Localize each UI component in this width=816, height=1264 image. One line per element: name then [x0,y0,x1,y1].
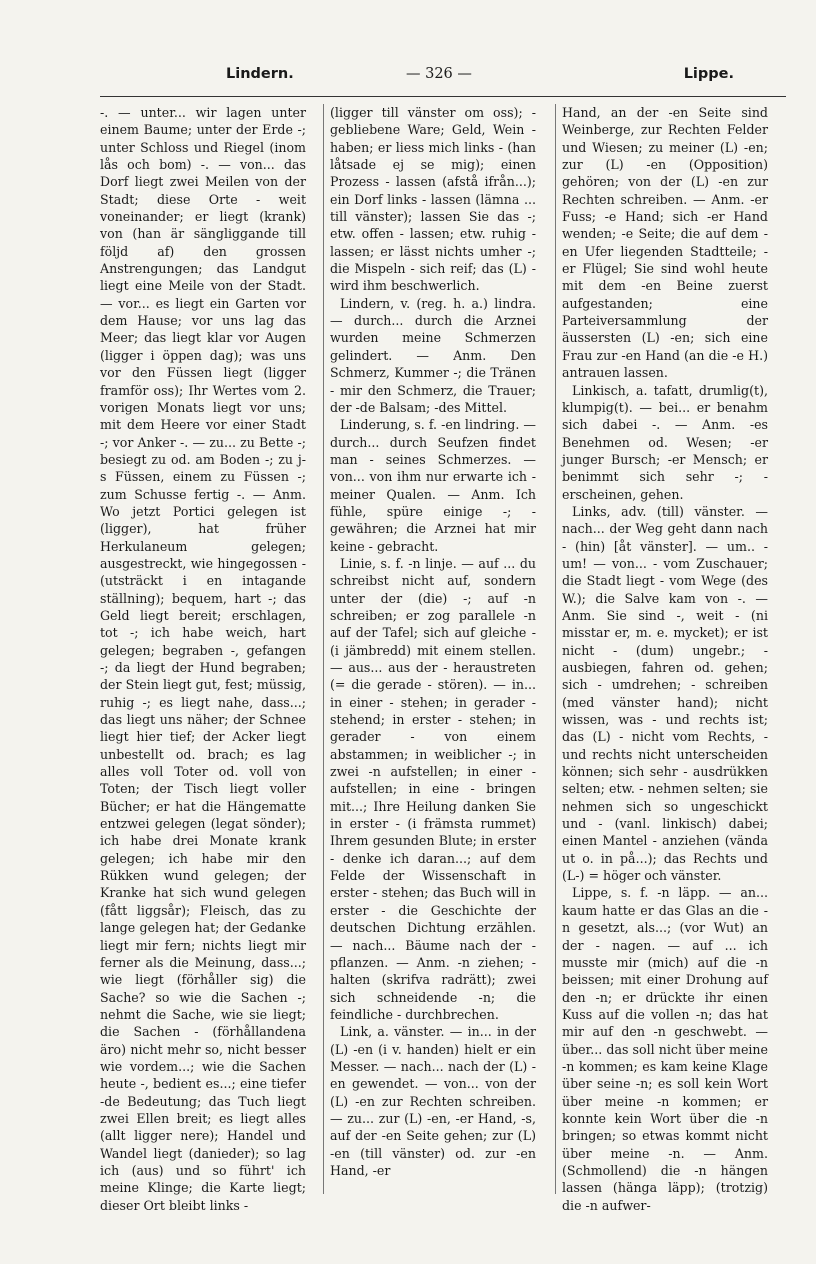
header-rule [100,96,786,97]
entry-linkisch: Linkisch, a. tafatt, drumlig(t), klumpig(t). — bei... er benahm sich dabei -. — Anm. -es Benehmen od. Wesen; -er junger Bursch; -er Mensch; er benimmt sich sehr -; - erscheinen, gehen. [562,382,768,502]
column-separator-2 [555,104,556,1194]
column-3 [562,104,768,1214]
column-3-paragraph-1: Hand, an der -en Seite sind Weinberge, zur Rechten Felder und Wiesen; zu meiner (L) -en; zur (L) -en (Opposition) gehören; von der (L) -en zur Rechten schreiben. — Anm. -er Fuss; -e Hand; sich -er Hand wenden; -e Seite; die auf dem -en Ufer liegenden Stadtteile; -er Flügel; Sie sind wohl heute mit dem -en Beine zuerst aufgestanden; eine Parteiversammlung der äussersten (L) -en; sich eine Frau zur -en Hand (an die -e H.) antrauen lassen. [562,105,768,381]
column-2 [330,104,536,1179]
page-header [100,62,786,90]
column-1-paragraph-1: -. — unter... wir lagen unter einem Baume; unter der Erde -; unter Schloss und Riegel (inom lås och bom) -. — von... das Dorf liegt zwei Meilen von der Stadt; diese Orte - weit voneinander; er liegt (krank) von (han är sängliggande till följd af) den grossen Anstrengungen; das Landgut liegt eine Meile von der Stadt. — vor... es liegt ein Garten vor dem Hause; vor uns lag das Meer; das liegt klar vor Augen (ligger i öppen dag); was uns vor den Füssen liegt (ligger framför oss); Ihr Wertes vom 2. vorigen Monats liegt vor uns; mit dem Heere vor einer Stadt -; vor Anker -. — zu... zu Bette -; besiegt zu od. am Boden -; zu j-s Füssen, einem zu Füssen -; zum Schusse fertig -. — Anm. Wo jetzt Portici gelegen ist (ligger), hat früher Herkulaneum gelegen; ausgestreckt, wie hingegossen - (utsträckt i en intagande ställning); bequem, hart -; das Geld liegt bereit; erschlagen, tot -; ich habe weich, hart gelegen; begraben -, gefangen -; da liegt der Hund begraben; der Stein liegt gut, fest; müssig, ruhig -; es liegt nahe, dass...; das liegt uns näher; der Schnee liegt hier tief; der Acker liegt unbestellt od. brach; es lag alles voll Toter od. voll von Toten; der Tisch liegt voller Bücher; er hat die Hängematte entzwei gelegen (legat sönder); ich habe drei Monate krank gelegen; ich habe mir den Rükken wund gelegen; der Kranke hat sich wund gelegen (fått liggsår); Fleisch, das zu lange gelegen hat; der Gedanke liegt mir fern; nichts liegt mir ferner als die Meinung, dass...; wie liegt (förhåller sig) die Sache? so wie die Sachen -; nehmt die Sache, wie sie liegt; die Sachen - (förhållandena äro) nicht mehr so, nicht besser wie vordem...; wie die Sachen heute -, bedient es...; eine tiefer -de Bedeutung; das Tuch liegt zwei Ellen breit; es liegt alles (allt ligger nere); Handel und Wandel liegt (danieder); so lag ich (aus) und so führt' ich meine Klinge; die Karte liegt; dieser Ort bleibt links - [100,105,306,1213]
entry-links: Links, adv. (till) vänster. — nach... der Weg geht dann nach - (hin) [åt vänster]. — um.. - um! — von... - vom Zuschauer; die Stadt liegt - vom Wege (des W.); die Salve kam von -. — Anm. Sie sind -, weit - (ni misstar er, m. e. mycket); er ist nicht - (dum) ungebr.; - ausbiegen, fahren od. gehen; sich - umdrehen; - schreiben (med vänster hand); nicht wissen, was - und rechts ist; das (L) - nicht vom Rechts, - und rechts nicht unterscheiden können; sich sehr - ausdrükken selten; etw. - nehmen selten; sie nehmen sich so ungeschickt und - (vanl. linkisch) dabei; einen Mantel - anziehen (vända ut o. in på...); das Rechts und (L-) = höger och vänster. [562,503,768,884]
entry-linderung: Linderung, s. f. -en lindring. — durch... durch Seufzen findet man - seines Schmerzes. — von... von ihm nur erwarte ich - meiner Qualen. — Anm. Ich fühle, spüre einige -; - gewähren; die Arznei hat mir keine - gebracht. [330,417,536,554]
entry-link: Link, a. vänster. — in... in der (L) -en (i v. handen) hielt er ein Messer. — nach... nach der (L) -en gewendet. — von... von der (L) -en zur Rechten schreiben. — zu... zur (L) -en, -er Hand, -s, auf der -en Seite gehen; zur (L) -en (till vänster) od. zur -en Hand, -er [330,1024,536,1178]
header-right-keyword: Lippe. [683,66,734,82]
column-2-paragraph-1: (ligger till vänster om oss); -gebliebene Ware; Geld, Wein - haben; er liess mich links - (han låtsade ej se mig); einen Prozess - lassen (afstå ifrån...); ein Dorf links - lassen (lämna ... till vänster); lassen Sie das -; etw. offen - lassen; etw. ruhig - lassen; er lässt nichts umher -; die Mispeln - sich reif; das (L) - wird ihm beschwerlich. [330,105,536,294]
entry-lindern: Lindern, v. (reg. h. a.) lindra. — durch... durch die Arznei wurden meine Schmerzen gelindert. — Anm. Den Schmerz, Kummer -; die Tränen - mir den Schmerz, die Trauer; der -de Balsam; -des Mittel. [330,295,536,415]
entry-linie: Linie, s. f. -n linje. — auf ... du schreibst nicht auf, sondern unter der (die) -; auf -n schreiben; er zog parallele -n auf der Tafel; sich auf gleiche - (i jämbredd) mit einem stellen. — aus... aus der - heraustreten (= die gerade - stören). — in... in einer - stehen; in gerader - stehend; in erster - stehen; in gerader - von einem abstammen; in weiblicher -; in zwei -n aufstellen; in einer - aufstellen; in eine - bringen mit...; Ihre Heilung danken Sie in erster - (i främsta rummet) Ihrem gesunden Blute; in erster - denke ich daran...; auf dem Felde der Wissenschaft in erster - stehen; das Buch will in erster - die Geschichte der deutschen Dichtung erzählen. — nach... Bäume nach der - pflanzen. — Anm. -n ziehen; - halten (skrifva radrätt); zwei sich schneidende -n; die feindliche - durchbrechen. [330,555,536,1022]
column-separator-1 [323,104,324,1194]
column-1 [100,104,306,1214]
header-left-keyword: Lindern. [226,66,294,82]
page-number: — 326 — [406,66,472,82]
entry-lippe: Lippe, s. f. -n läpp. — an... kaum hatte er das Glas an die -n gesetzt, als...; (vor Wut) an der - nagen. — auf ... ich musste mir (mich) auf die -n beissen; mit einer Drohung auf den -n; er drückte ihr einen Kuss auf die vollen -n; das hat mir auf den -n geschwebt. — über... das soll nicht über meine -n kommen; es kam keine Klage über seine -n; es soll kein Wort über meine -n kommen; er konnte kein Wort über die -n bringen; so etwas kommt nicht über meine -n. — Anm. (Schmollend) die -n hängen lassen (hänga läpp); (trotzig) die -n aufwer- [562,885,768,1213]
